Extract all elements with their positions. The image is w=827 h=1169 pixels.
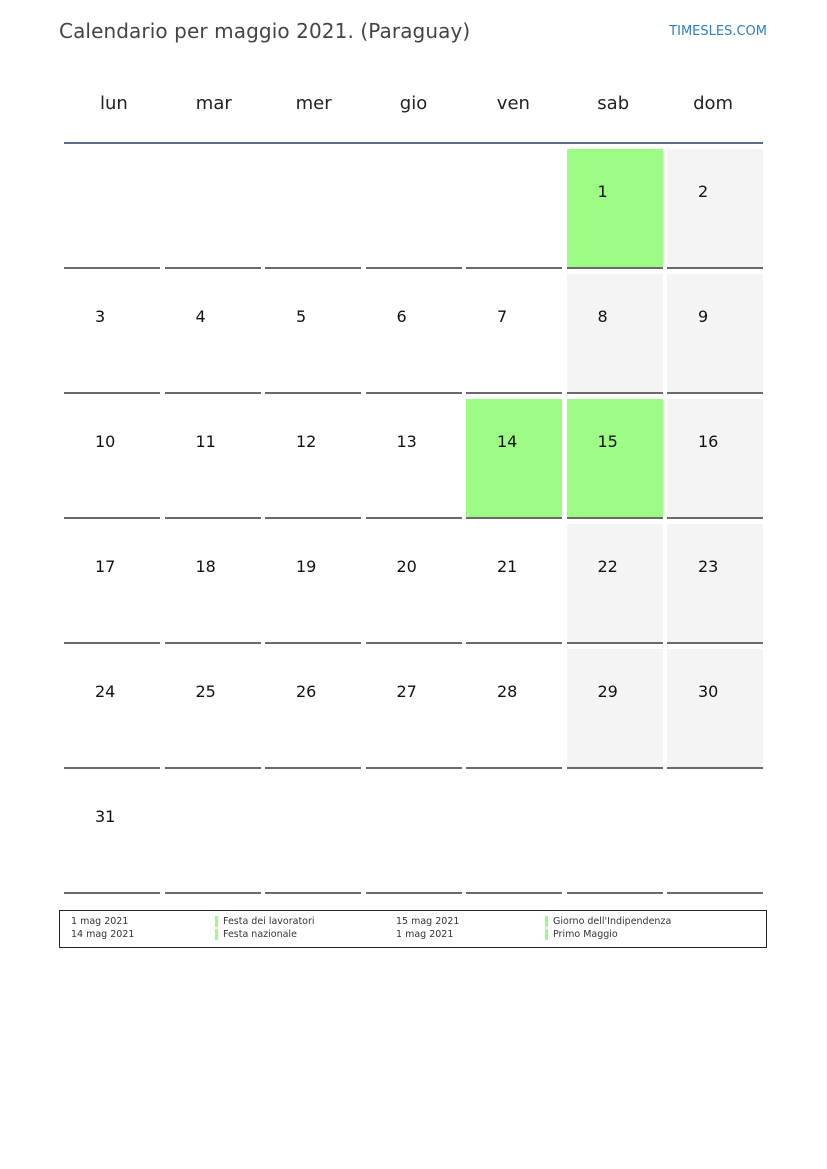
day-number: 3 [95, 307, 106, 326]
day-cell[interactable] [165, 519, 261, 644]
day-number: 22 [597, 557, 618, 576]
day-cell[interactable] [265, 519, 361, 644]
day-number: 20 [396, 557, 417, 576]
day-number: 24 [95, 682, 116, 701]
day-cell-background [165, 524, 261, 643]
holiday-color-marker [215, 916, 218, 927]
day-cell[interactable] [466, 269, 562, 394]
legend-holiday-name: Festa nazionale [223, 929, 297, 940]
day-cell-background [165, 774, 261, 893]
holiday-legend [59, 910, 767, 948]
legend-holiday-name: Festa dei lavoratori [223, 916, 315, 927]
day-cell[interactable] [165, 394, 261, 519]
day-number: 9 [698, 307, 709, 326]
day-cell[interactable] [667, 519, 763, 644]
day-cell-background [567, 274, 663, 393]
empty-day-cell [466, 769, 562, 894]
calendar-grid [64, 144, 763, 894]
day-cell-background [466, 274, 562, 393]
day-number: 13 [396, 432, 417, 451]
holiday-color-marker [215, 929, 218, 940]
day-number: 8 [597, 307, 608, 326]
day-number: 16 [698, 432, 719, 451]
day-cell[interactable] [667, 394, 763, 519]
day-number: 28 [497, 682, 518, 701]
day-number: 25 [195, 682, 216, 701]
cell-underline [466, 892, 562, 894]
day-number: 18 [195, 557, 216, 576]
day-cell-background [667, 399, 763, 518]
calendar-week-row [64, 644, 763, 769]
calendar-week-row [64, 269, 763, 394]
calendar-week-row [64, 144, 763, 269]
day-cell-background [466, 149, 562, 268]
calendar-week-row [64, 394, 763, 519]
day-cell-background [64, 399, 160, 518]
day-number: 31 [95, 807, 116, 826]
weekday-label: sab [597, 93, 630, 114]
brand-link[interactable]: TIMESLES.COM [669, 24, 767, 39]
day-cell[interactable] [64, 769, 160, 894]
cell-underline [165, 892, 261, 894]
day-cell-background [567, 649, 663, 768]
day-cell[interactable] [64, 394, 160, 519]
day-cell-background [165, 149, 261, 268]
day-cell-background [667, 649, 763, 768]
day-cell-background [567, 399, 663, 518]
legend-holiday-name: Giorno dell'Indipendenza [553, 916, 672, 927]
day-cell-background [265, 149, 361, 268]
day-cell-background [667, 274, 763, 393]
holiday-day-cell[interactable] [466, 394, 562, 519]
calendar [64, 80, 763, 894]
calendar-week-row [64, 519, 763, 644]
day-cell[interactable] [667, 644, 763, 769]
day-cell-background [265, 774, 361, 893]
weekday-label: mer [295, 93, 332, 114]
legend-date: 1 mag 2021 [396, 929, 454, 940]
day-cell-background [366, 274, 462, 393]
day-cell[interactable] [366, 394, 462, 519]
day-number: 14 [497, 432, 518, 451]
weekday-label: ven [496, 93, 530, 114]
day-cell-background [466, 399, 562, 518]
day-number: 27 [396, 682, 417, 701]
day-number: 11 [195, 432, 216, 451]
holiday-day-cell[interactable] [567, 394, 663, 519]
day-cell[interactable] [667, 269, 763, 394]
day-number: 23 [698, 557, 719, 576]
day-cell[interactable] [265, 269, 361, 394]
cell-underline [567, 892, 663, 894]
day-cell-background [265, 649, 361, 768]
day-cell[interactable] [567, 269, 663, 394]
day-number: 2 [698, 182, 709, 201]
empty-day-cell [64, 144, 160, 269]
day-number: 29 [597, 682, 618, 701]
day-number: 12 [296, 432, 317, 451]
day-cell-background [366, 524, 462, 643]
holiday-color-marker [545, 916, 548, 927]
legend-row [60, 929, 766, 942]
day-number: 30 [698, 682, 719, 701]
day-cell-background [366, 774, 462, 893]
day-number: 4 [195, 307, 206, 326]
day-cell-background [567, 524, 663, 643]
day-cell[interactable] [466, 644, 562, 769]
empty-day-cell [165, 144, 261, 269]
day-cell[interactable] [165, 644, 261, 769]
day-cell-background [265, 524, 361, 643]
empty-day-cell [366, 769, 462, 894]
day-cell-background [64, 649, 160, 768]
day-cell[interactable] [567, 644, 663, 769]
day-number: 7 [497, 307, 508, 326]
day-cell-background [265, 274, 361, 393]
day-cell-background [466, 774, 562, 893]
empty-day-cell [265, 769, 361, 894]
weekday-label: lun [100, 93, 128, 114]
day-cell-background [466, 649, 562, 768]
day-cell[interactable] [466, 519, 562, 644]
day-cell-background [165, 649, 261, 768]
day-cell-background [64, 774, 160, 893]
day-cell-background [667, 149, 763, 268]
day-cell-background [366, 649, 462, 768]
day-cell-background [265, 399, 361, 518]
legend-date: 14 mag 2021 [71, 929, 135, 940]
day-cell-background [165, 274, 261, 393]
day-cell-background [366, 399, 462, 518]
day-cell-background [165, 399, 261, 518]
empty-day-cell [567, 769, 663, 894]
day-cell-background [567, 774, 663, 893]
day-number: 26 [296, 682, 317, 701]
day-cell[interactable] [64, 519, 160, 644]
day-cell-background [667, 524, 763, 643]
day-cell[interactable] [366, 519, 462, 644]
day-number: 1 [597, 182, 608, 201]
day-number: 5 [296, 307, 307, 326]
day-cell[interactable] [265, 644, 361, 769]
empty-day-cell [466, 144, 562, 269]
day-number: 21 [497, 557, 518, 576]
day-number: 10 [95, 432, 116, 451]
weekday-label: dom [693, 93, 734, 114]
empty-day-cell [165, 769, 261, 894]
day-number: 17 [95, 557, 116, 576]
legend-holiday-name: Primo Maggio [553, 929, 618, 940]
legend-date: 1 mag 2021 [71, 916, 129, 927]
legend-row [60, 916, 766, 929]
day-number: 19 [296, 557, 317, 576]
holiday-day-cell[interactable] [567, 144, 663, 269]
day-number: 15 [597, 432, 618, 451]
empty-day-cell [265, 144, 361, 269]
weekday-label: mar [195, 93, 232, 114]
holiday-color-marker [545, 929, 548, 940]
weekday-label: gio [399, 93, 428, 114]
empty-day-cell [366, 144, 462, 269]
weekday-header [64, 80, 763, 144]
day-cell[interactable] [64, 644, 160, 769]
day-cell-background [64, 274, 160, 393]
day-cell-background [466, 524, 562, 643]
day-cell-background [64, 524, 160, 643]
calendar-week-row [64, 769, 763, 894]
cell-underline [366, 892, 462, 894]
day-cell[interactable] [667, 144, 763, 269]
day-cell[interactable] [64, 269, 160, 394]
legend-date: 15 mag 2021 [396, 916, 460, 927]
empty-day-cell [667, 769, 763, 894]
day-cell[interactable] [265, 394, 361, 519]
day-cell-background [567, 149, 663, 268]
day-cell[interactable] [366, 644, 462, 769]
day-cell-background [667, 774, 763, 893]
day-cell[interactable] [567, 519, 663, 644]
day-number: 6 [396, 307, 407, 326]
page-title: Calendario per maggio 2021. (Paraguay) [59, 19, 471, 43]
cell-underline [667, 892, 763, 894]
day-cell-background [366, 149, 462, 268]
day-cell[interactable] [366, 269, 462, 394]
cell-underline [265, 892, 361, 894]
day-cell-background [64, 149, 160, 268]
day-cell[interactable] [165, 269, 261, 394]
cell-underline [64, 892, 160, 894]
